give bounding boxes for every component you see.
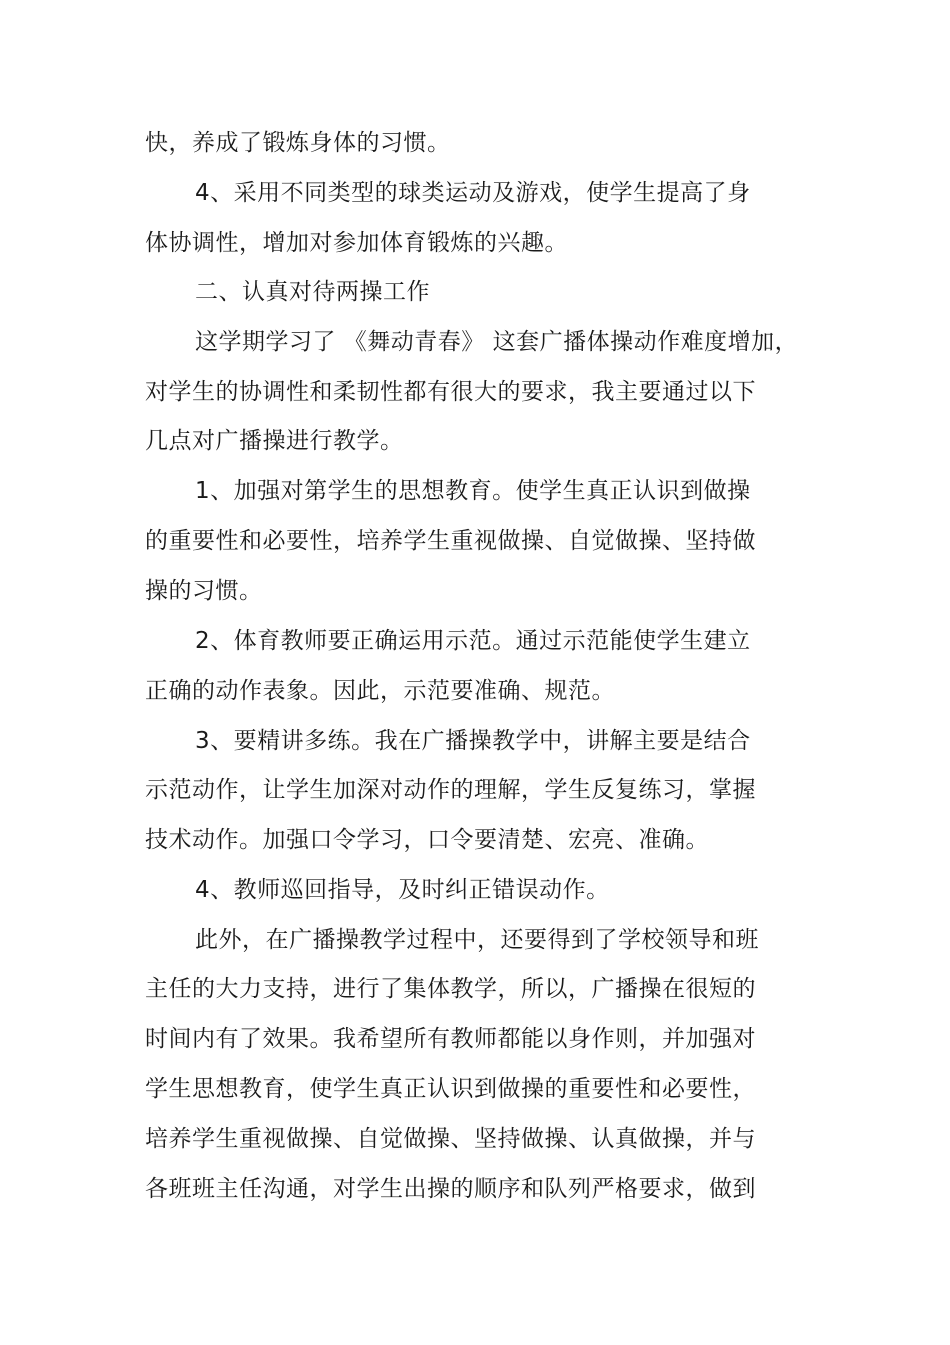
text-line-19: 时间内有了效果。我希望所有教师都能以身作则，并加强对 xyxy=(145,1026,756,1052)
text-line-1: 快，养成了锻炼身体的习惯。 xyxy=(145,130,451,156)
text-line-5: 这学期学习了 《舞动青春》 这套广播体操动作难度增加， xyxy=(195,329,799,355)
text-line-3: 体协调性，增加对参加体育锻炼的兴趣。 xyxy=(145,230,568,256)
text-line-9: 的重要性和必要性，培养学生重视做操、自觉做操、坚持做 xyxy=(145,528,756,554)
text-line-11: 2、体育教师要正确运用示范。通过示范能使学生建立 xyxy=(195,628,751,654)
text-line-21: 培养学生重视做操、自觉做操、坚持做操、认真做操，并与 xyxy=(145,1126,756,1152)
text-line-18: 主任的大力支持，进行了集体教学，所以，广播操在很短的 xyxy=(145,976,756,1002)
text-line-13: 3、要精讲多练。我在广播操教学中，讲解主要是结合 xyxy=(195,728,751,754)
text-line-12: 正确的动作表象。因此，示范要准确、规范。 xyxy=(145,678,615,704)
text-line-15: 技术动作。加强口令学习，口令要清楚、宏亮、准确。 xyxy=(145,827,709,853)
text-line-20: 学生思想教育，使学生真正认识到做操的重要性和必要性， xyxy=(145,1076,756,1102)
section-heading: 二、认真对待两操工作 xyxy=(195,279,430,305)
text-line-2: 4、采用不同类型的球类运动及游戏，使学生提高了身 xyxy=(195,180,751,206)
text-line-8: 1、加强对第学生的思想教育。使学生真正认识到做操 xyxy=(195,478,751,504)
text-line-17: 此外，在广播操教学过程中，还要得到了学校领导和班 xyxy=(195,927,759,953)
text-line-6: 对学生的协调性和柔韧性都有很大的要求，我主要通过以下 xyxy=(145,379,756,405)
text-line-10: 操的习惯。 xyxy=(145,578,263,604)
text-line-16: 4、教师巡回指导，及时纠正错误动作。 xyxy=(195,877,610,903)
text-line-7: 几点对广播操进行教学。 xyxy=(145,428,404,454)
text-line-14: 示范动作，让学生加深对动作的理解，学生反复练习，掌握 xyxy=(145,777,756,803)
text-line-22: 各班班主任沟通，对学生出操的顺序和队列严格要求，做到 xyxy=(145,1176,756,1202)
